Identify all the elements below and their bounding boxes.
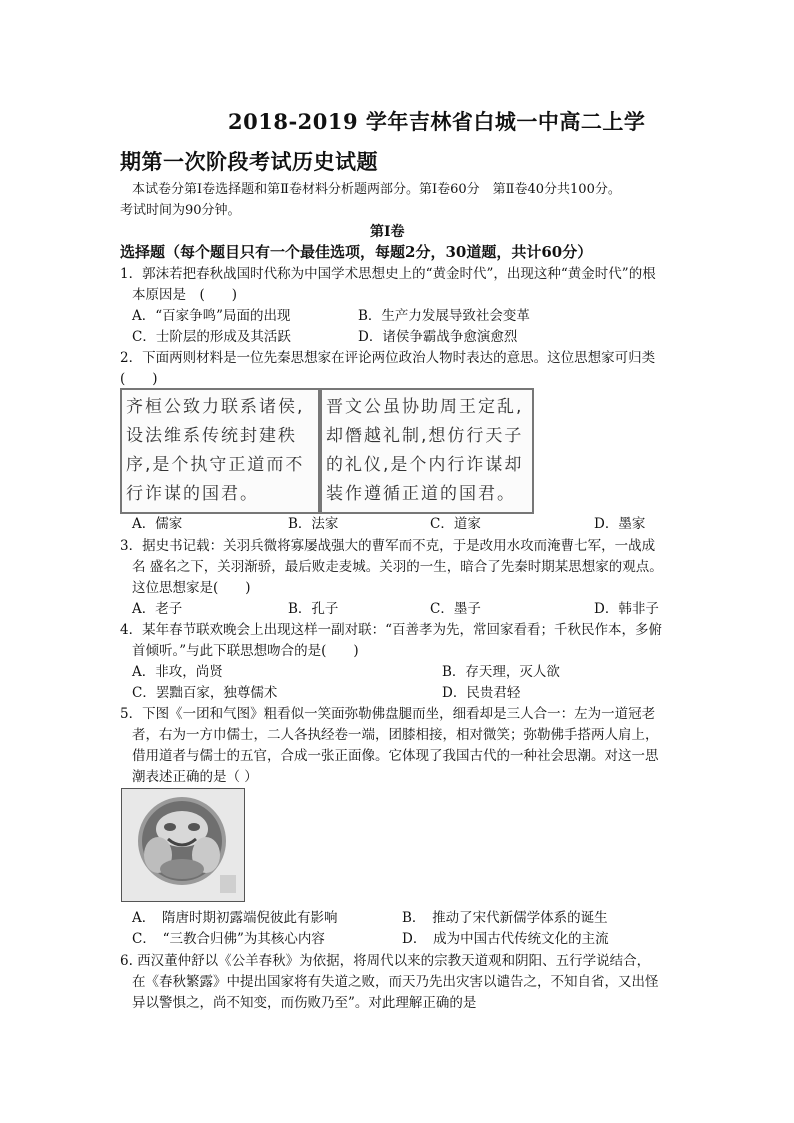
q5-stem-line4: 潮表述正确的是（ ） bbox=[132, 769, 258, 785]
q3-option-b: B．孔子 bbox=[288, 601, 339, 617]
q2-option-a: A．儒家 bbox=[132, 516, 183, 532]
q5-stem-line2: 者，右为一方巾儒士，二人各执经卷一端，团膝相接，相对微笑；弥勒佛手搭两人肩上， bbox=[132, 727, 659, 743]
q5-stem-line1: 5．下图《一团和气图》粗看似一笑面弥勒佛盘腿而坐，细看却是三人合一：左为一道冠老 bbox=[120, 706, 656, 722]
exam-title-line2: 期第一次阶段考试历史试题 bbox=[120, 149, 378, 174]
q2-option-c: C．道家 bbox=[430, 516, 481, 532]
harmony-painting-illustration bbox=[122, 789, 244, 901]
q5-stem-line3: 借用道者与儒士的五官，合成一张正面像。它体现了我国古代的一种社会思潮。对这一思 bbox=[132, 748, 659, 764]
intro-line1: 本试卷分第Ⅰ卷选择题和第Ⅱ卷材料分析题两部分。第Ⅰ卷60分 第Ⅱ卷40分共100分。 bbox=[132, 182, 621, 197]
q3-option-a: A．老子 bbox=[132, 601, 183, 617]
q1-option-d: D．诸侯争霸战争愈演愈烈 bbox=[358, 329, 518, 345]
exam-title-line1: 2018-2019 学年吉林省白城一中高二上学 bbox=[228, 109, 646, 134]
q1-stem-line2: 本原因是 ( ) bbox=[132, 287, 238, 303]
q1-stem-line1: 1．郭沫若把春秋战国时代称为中国学术思想史上的“黄金时代”，出现这种“黄金时代”的根 bbox=[120, 266, 656, 282]
q4-stem-line1: 4．某年春节联欢晚会上出现这样一副对联：“百善孝为先，常回家看看；千秋民作本，多俯 bbox=[120, 622, 662, 638]
q1-option-b: B．生产力发展导致社会变革 bbox=[358, 308, 530, 324]
q2-stem-line1: 2．下面两则材料是一位先秦思想家在评论两位政治人物时表达的意思。这位思想家可归类 bbox=[120, 350, 656, 366]
harmony-painting-image bbox=[121, 788, 245, 902]
q6-stem-line2: 在《春秋繁露》中提出国家将有失道之败，而天乃先出灾害以谴告之，不知自省，又出怪 bbox=[132, 974, 659, 990]
q6-stem-line3: 异以警惧之，尚不知变，而伤败乃至”。对此理解正确的是 bbox=[132, 995, 477, 1011]
q4-option-a: A．非攻，尚贤 bbox=[132, 664, 223, 680]
q2-stem-line2: ( ) bbox=[120, 371, 158, 387]
section-heading: 选择题（每个题目只有一个最佳选项，每题2分，30道题，共计60分） bbox=[120, 243, 593, 261]
q5-option-d: D． 成为中国古代传统文化的主流 bbox=[402, 931, 609, 947]
q2-option-d: D．墨家 bbox=[594, 516, 646, 532]
q4-option-d: D．民贵君轻 bbox=[442, 685, 521, 701]
volume-heading: 第Ⅰ卷 bbox=[370, 224, 405, 240]
q1-option-c: C．士阶层的形成及其活跃 bbox=[132, 329, 291, 345]
q6-stem-line1: 6. 西汉董仲舒以《公羊春秋》为依据，将周代以来的宗教天道观和阴阳、五行学说结合， bbox=[120, 953, 651, 969]
q4-stem-line2: 首倾听。”与此下联思想吻合的是( ) bbox=[132, 643, 359, 659]
q3-stem-line1: 3．据史书记载：关羽兵微将寡屡战强大的曹军而不克，于是改用水攻而淹曹七军，一战成 bbox=[120, 538, 656, 554]
q5-option-c: C． “三教合归佛”为其核心内容 bbox=[132, 931, 325, 947]
q4-option-c: C．罢黜百家，独尊儒术 bbox=[132, 685, 278, 701]
q2-quote-right-text: 晋文公虽协助周王定乱,却僭越礼制,想仿行天子的礼仪,是个内行诈谋却装作遵循正道的国君。 bbox=[326, 397, 524, 504]
q5-option-a: A． 隋唐时期初露端倪彼此有影响 bbox=[132, 910, 338, 926]
q3-stem-line2: 名 盛名之下，关羽渐骄，最后败走麦城。关羽的一生，暗合了先秦时期某思想家的观点。 bbox=[132, 559, 663, 575]
q1-option-a: A．“百家争鸣”局面的出现 bbox=[132, 308, 291, 324]
q5-option-b: B． 推动了宋代新儒学体系的诞生 bbox=[402, 910, 608, 926]
q3-option-d: D．韩非子 bbox=[594, 601, 659, 617]
q3-stem-line3: 这位思想家是( ) bbox=[132, 580, 251, 596]
q2-quote-left bbox=[120, 388, 320, 514]
q4-option-b: B．存天理，灭人欲 bbox=[442, 664, 560, 680]
q3-option-c: C．墨子 bbox=[430, 601, 481, 617]
q2-option-b: B．法家 bbox=[288, 516, 339, 532]
q2-quote-right bbox=[320, 388, 534, 514]
q2-quote-left-text: 齐桓公致力联系诸侯,设法维系传统封建秩序,是个执守正道而不行诈谋的国君。 bbox=[126, 397, 305, 504]
intro-line2: 考试时间为90分钟。 bbox=[120, 203, 241, 218]
